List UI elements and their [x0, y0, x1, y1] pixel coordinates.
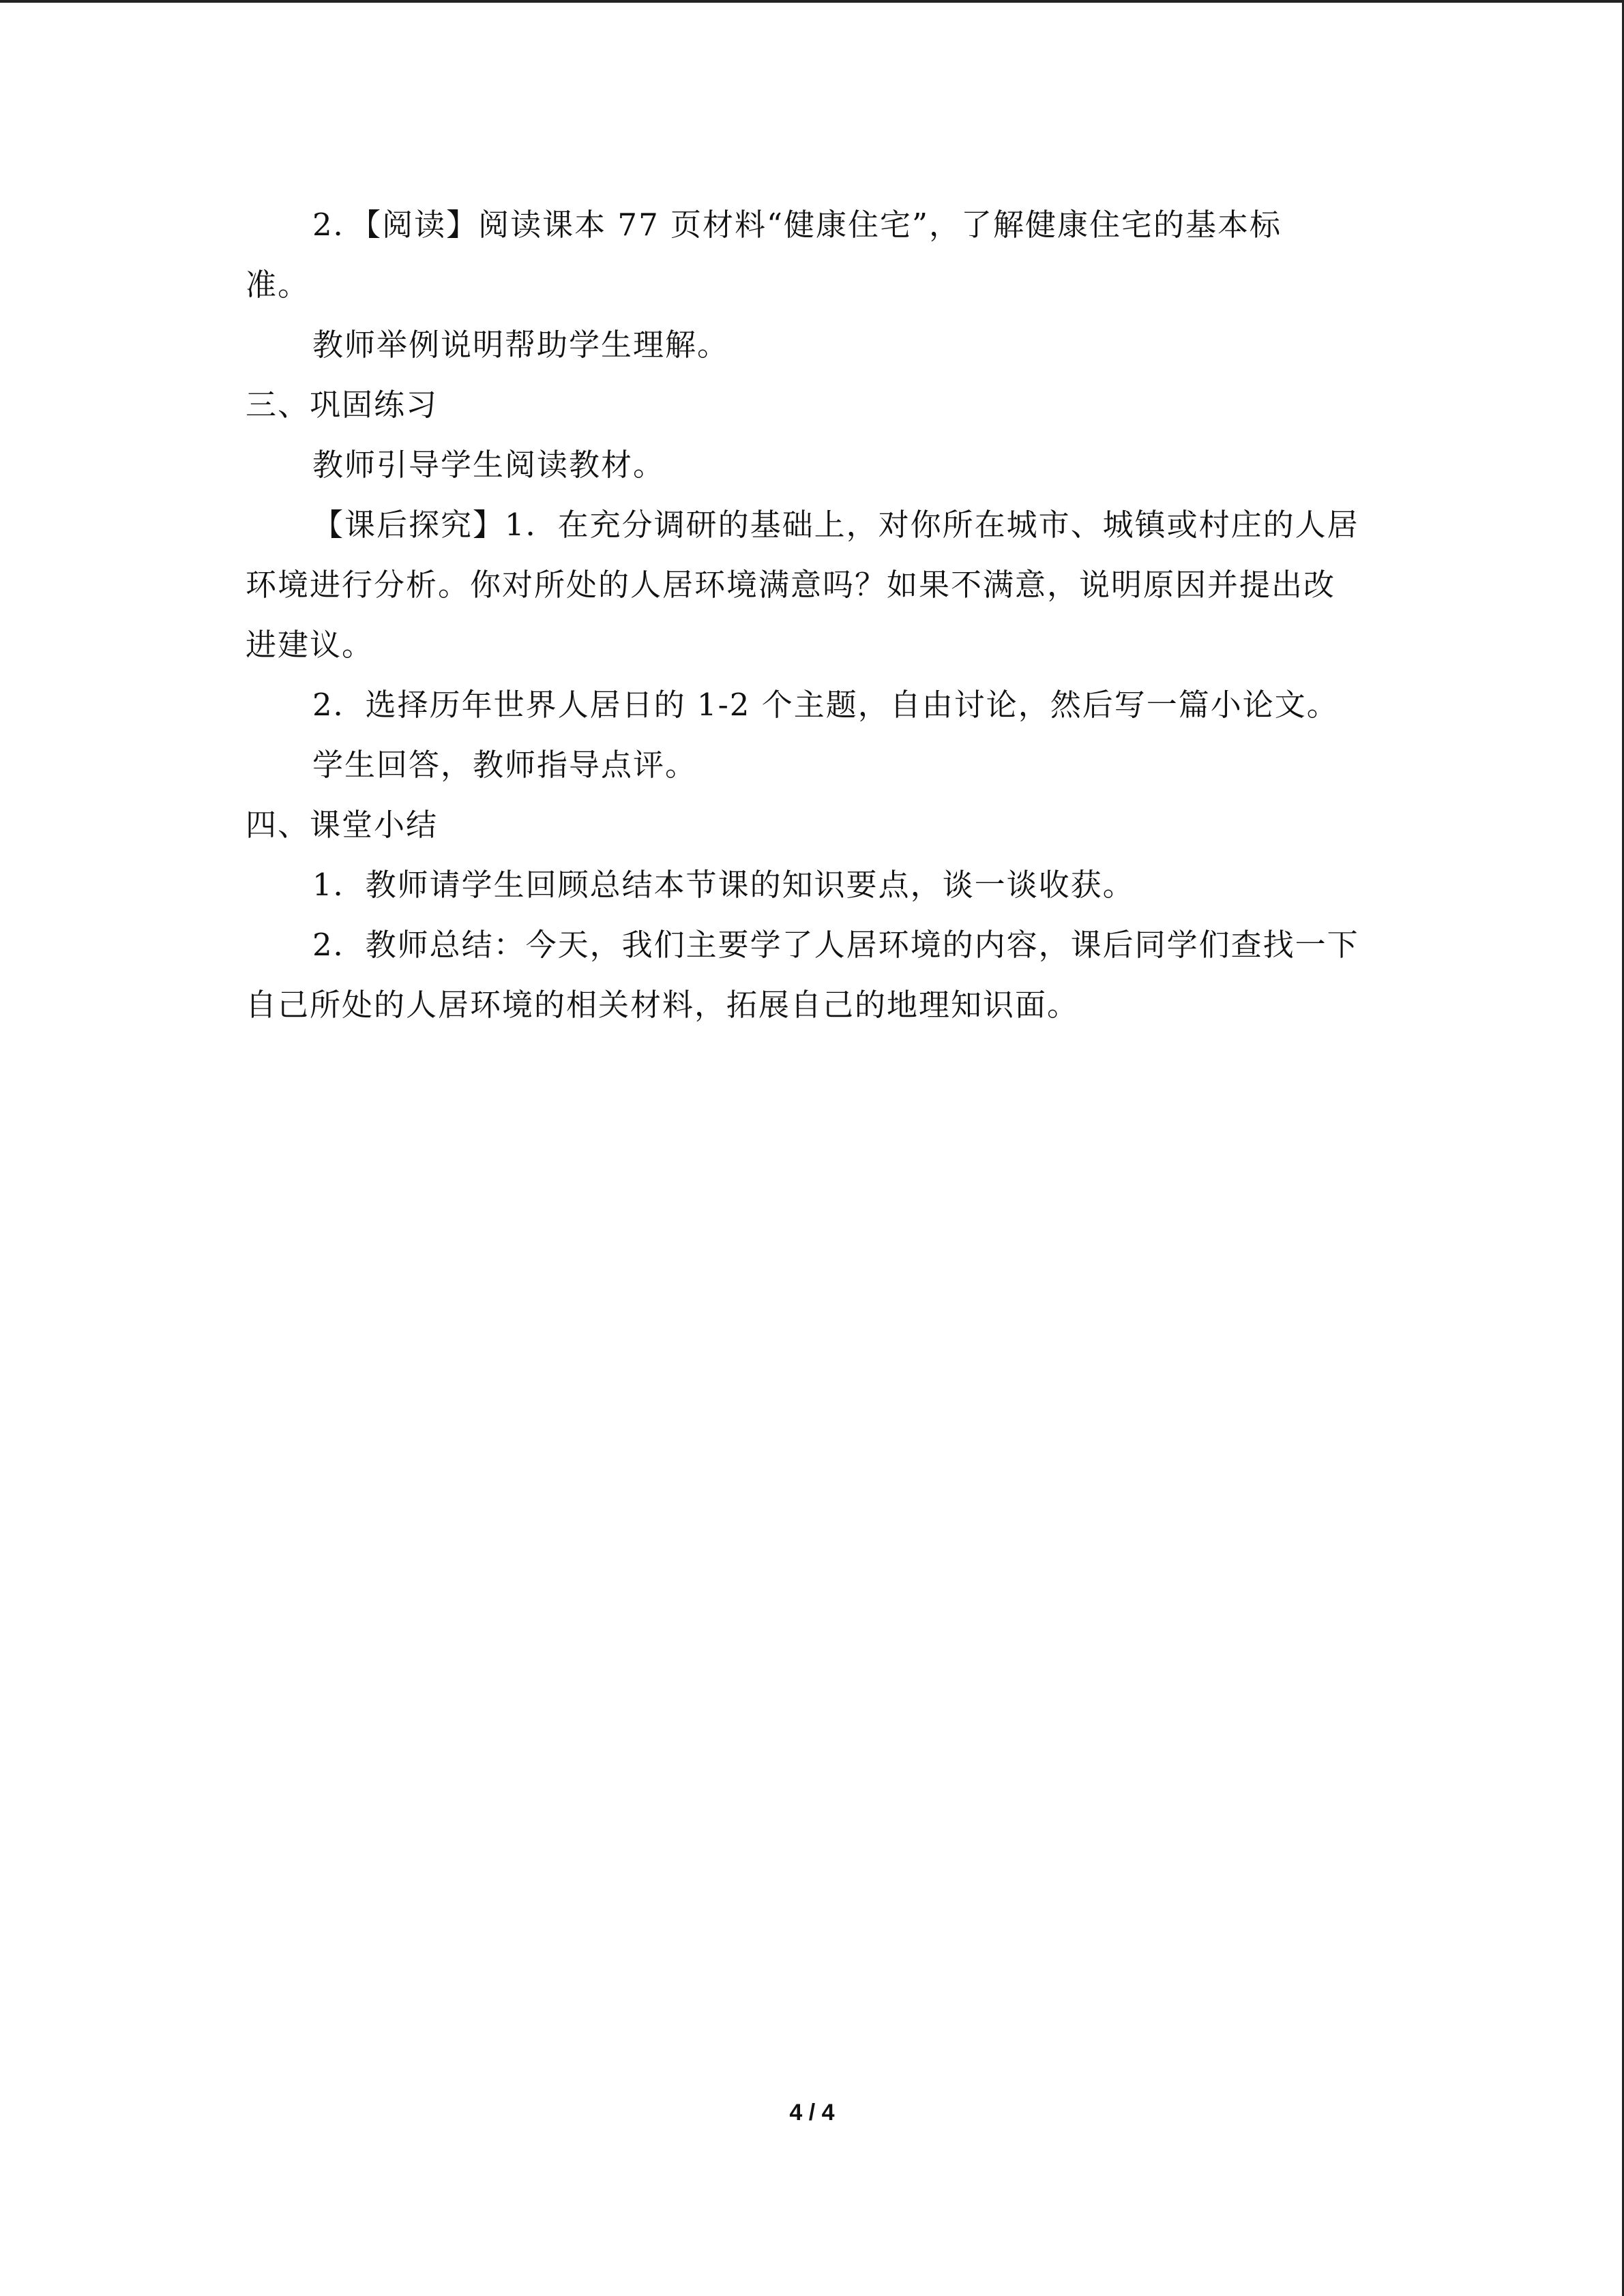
paragraph-summary-2-line-1: 2．教师总结：今天，我们主要学了人居环境的内容，课后同学们查找一下	[312, 927, 1359, 963]
paragraph-student-answer: 学生回答，教师指导点评。	[312, 747, 698, 783]
paragraph-after-class-line-1: 【课后探究】1．在充分调研的基础上，对你所在城市、城镇或村庄的人居	[312, 507, 1359, 543]
paragraph-reading-task-line-1: 2．【阅读】阅读课本 77 页材料“健康住宅”，了解健康住宅的基本标	[312, 207, 1282, 243]
page-number: 4 / 4	[789, 2100, 835, 2126]
paragraph-after-class-line-2: 环境进行分析。你对所处的人居环境满意吗？如果不满意，说明原因并提出改	[246, 567, 1336, 603]
paragraph-reading-task-line-2: 准。	[246, 267, 310, 303]
paragraph-teacher-example: 教师举例说明帮助学生理解。	[312, 327, 730, 363]
page-top-border	[0, 0, 1624, 3]
section-heading-summary: 四、课堂小结	[246, 807, 439, 843]
paragraph-summary-2-line-2: 自己所处的人居环境的相关材料，拓展自己的地理知识面。	[246, 987, 1080, 1023]
paragraph-after-class-line-3: 进建议。	[246, 627, 374, 663]
paragraph-summary-1: 1．教师请学生回顾总结本节课的知识要点，谈一谈收获。	[312, 867, 1135, 903]
section-heading-practice: 三、巩固练习	[246, 387, 439, 423]
paragraph-theme-essay: 2．选择历年世界人居日的 1-2 个主题，自由讨论，然后写一篇小论文。	[312, 687, 1339, 723]
paragraph-teacher-guide: 教师引导学生阅读教材。	[312, 447, 666, 483]
